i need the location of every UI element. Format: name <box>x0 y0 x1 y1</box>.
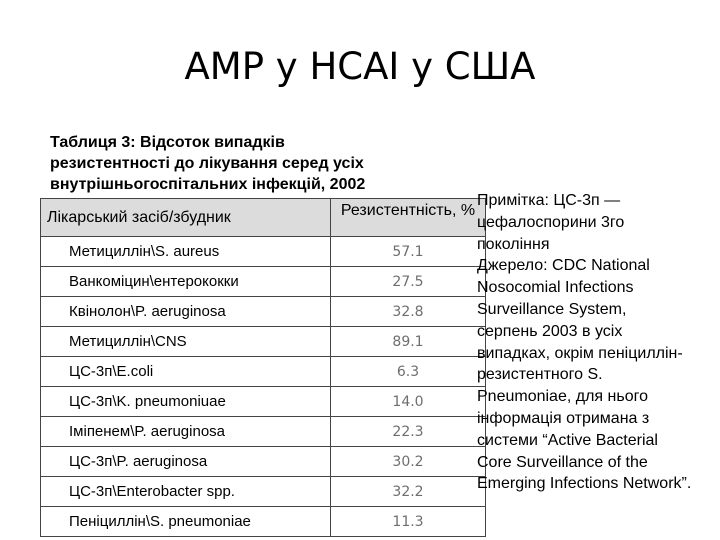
row-label: Квінолон\P. aeruginosa <box>41 297 331 327</box>
header-resistance: Резистентність, % <box>331 199 486 237</box>
row-label: Іміпенем\P. aeruginosa <box>41 417 331 447</box>
caption-line: Таблиця 3: Відсоток випадків <box>50 134 285 151</box>
slide-title: AMP у HCAI у США <box>184 45 536 88</box>
header-drug-pathogen: Лікарський засіб/збудник <box>41 199 331 237</box>
note-line: Примітка: ЦС-3п — <box>477 192 621 209</box>
table-row <box>41 387 486 417</box>
note-line: резистентного S. <box>477 366 603 384</box>
row-value: 22.3 <box>331 417 486 447</box>
row-value: 89.1 <box>331 327 486 357</box>
row-label: ЦС-3п\E.coli <box>41 357 331 387</box>
note-line: інформація отримана з <box>477 409 650 427</box>
table-caption <box>50 132 420 195</box>
note-line: Nosocomial Infections <box>477 279 634 297</box>
row-label: Метициллін\CNS <box>41 327 331 357</box>
table-row <box>41 507 486 537</box>
row-label: ЦС-3п\Enterobacter spp. <box>41 477 331 507</box>
note-line: Pneumoniae, для нього <box>477 388 648 406</box>
note-line: системи “Active Bacterial <box>477 431 658 449</box>
table-header-row <box>41 199 486 237</box>
table-row <box>41 267 486 297</box>
caption-line: резистентності до лікування серед усіх <box>50 155 364 172</box>
table-row <box>41 477 486 507</box>
table-row <box>41 297 486 327</box>
table-row <box>41 447 486 477</box>
row-value: 6.3 <box>331 357 486 387</box>
source-note <box>477 190 720 495</box>
note-line: Emerging Infections Network”. <box>477 475 692 493</box>
row-value: 11.3 <box>331 507 486 537</box>
table-row <box>41 327 486 357</box>
row-label: Пеніциллін\S. pneumoniae <box>41 507 331 537</box>
table-row <box>41 237 486 267</box>
note-line: випадках, окрім пеніциллін- <box>477 344 683 362</box>
row-value: 14.0 <box>331 387 486 417</box>
row-value: 57.1 <box>331 237 486 267</box>
note-line: Джерело: CDC National <box>477 257 650 275</box>
table-row <box>41 417 486 447</box>
note-line: покоління <box>477 235 550 253</box>
table-row <box>41 357 486 387</box>
row-label: ЦС-3п\K. pneumoniuae <box>41 387 331 417</box>
note-line: цефалоспорини 3го <box>477 213 625 231</box>
row-value: 32.2 <box>331 477 486 507</box>
row-label: ЦС-3п\P. aeruginosa <box>41 447 331 477</box>
note-line: Core Surveillance of the <box>477 453 648 471</box>
row-value: 32.8 <box>331 297 486 327</box>
resistance-table <box>40 198 486 537</box>
row-label: Ванкоміцин\ентерококки <box>41 267 331 297</box>
caption-line: внутрішньогоспітальних інфекцій, 2002 <box>50 176 366 193</box>
row-value: 27.5 <box>331 267 486 297</box>
row-label: Метициллін\S. aureus <box>41 237 331 267</box>
row-value: 30.2 <box>331 447 486 477</box>
note-line: Surveillance System, <box>477 300 627 318</box>
note-line: серпень 2003 в усіх <box>477 322 623 340</box>
